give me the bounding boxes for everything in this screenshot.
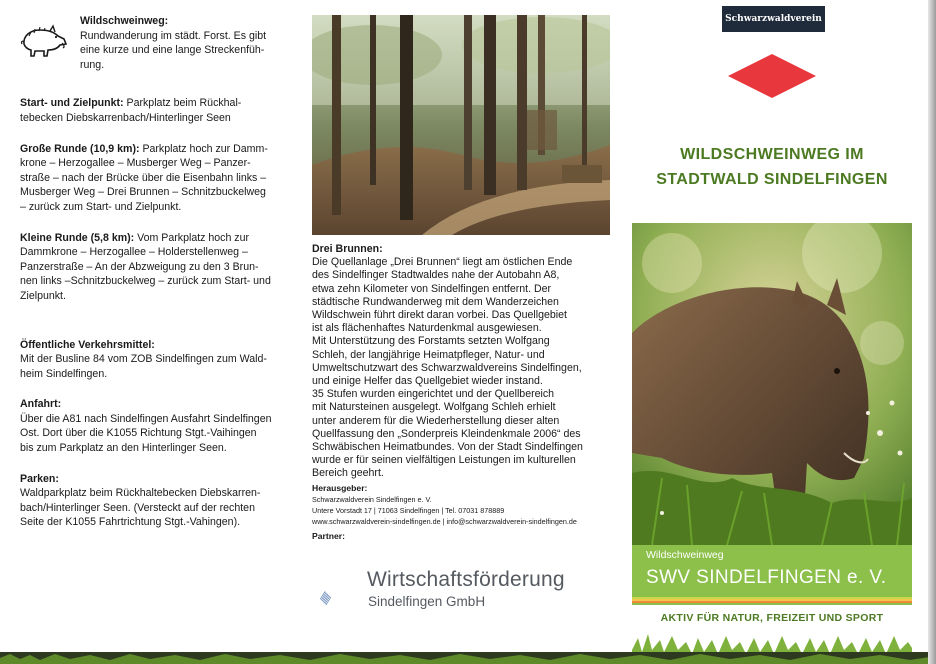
body-line: des Sindelfinger Stadtwaldes nahe der Autobahn A8, bbox=[312, 269, 560, 282]
gross-line: krone – Herzogallee – Musberger Weg – Panzer- bbox=[20, 157, 251, 170]
body-line: Wildschwein führt direkt daran vorbei. Das Quellgebiet bbox=[312, 309, 567, 322]
anfahrt-line: Über die A81 nach Sindelfingen Ausfahrt Sindelfingen bbox=[20, 412, 272, 425]
boar-icon bbox=[20, 20, 68, 60]
body-line: und einige Helfer das Quellgebiet wieder instand. bbox=[312, 375, 543, 388]
tagline: AKTIV FÜR NATUR, FREIZEIT UND SPORT bbox=[660, 612, 884, 624]
gross-line: straße – nach der Brücke über die Eisenbahn links – bbox=[20, 171, 267, 184]
gross-text: Parkplatz hoch zur Damm- bbox=[139, 142, 268, 155]
body-line: städtische Rundwanderweg mit dem Wanderzeichen bbox=[312, 295, 559, 308]
forest-photo bbox=[312, 15, 610, 235]
body-line: 35 Stufen wurden eingerichtet und der Quellbereich bbox=[312, 388, 555, 401]
body-line: Schwäbischen Heimatbundes. Von der Stadt Sindelfingen bbox=[312, 441, 583, 454]
intro-line: rung. bbox=[80, 58, 105, 71]
klein-line: nen links –Schnitzbuckelweg – zurück zum Start- und bbox=[20, 275, 271, 288]
title-line: WILDSCHWEINWEG IM bbox=[680, 146, 864, 163]
intro-line: eine kurze und eine lange Streckenfüh- bbox=[80, 44, 265, 57]
intro-line: Rundwanderung im städt. Forst. Es gibt bbox=[80, 29, 267, 42]
gross-line: – zurück zum Start- und Zielpunkt. bbox=[20, 200, 182, 213]
green-band bbox=[632, 545, 912, 597]
schwarzwaldverein-badge: Schwarzwaldverein bbox=[722, 6, 825, 32]
red-diamond-icon bbox=[728, 54, 816, 98]
oeffentlich-section bbox=[20, 338, 302, 382]
gross-section bbox=[20, 142, 302, 215]
gross-line: Musberger Weg – Drei Brunnen – Schnitzbuckelweg bbox=[20, 186, 266, 199]
color-stripes bbox=[632, 597, 912, 605]
anfahrt-line: bis zum Parkplatz an den Hinterlinger Seen. bbox=[20, 442, 227, 455]
publisher-block bbox=[312, 483, 610, 527]
oeffentlich-line: heim Sindelfingen. bbox=[20, 367, 108, 380]
body-line: etwa zehn Kilometer von Sindelfingen entfernt. Der bbox=[312, 282, 552, 295]
partner-sub: Sindelfingen GmbH bbox=[368, 594, 486, 609]
body-line: unter anderem für die Wiederherstellung dieser alten bbox=[312, 414, 560, 427]
right-column bbox=[632, 0, 912, 664]
oeffentlich-label: Öffentliche Verkehrsmittel: bbox=[20, 338, 155, 351]
middle-column bbox=[312, 15, 610, 541]
body-line: Bereich geehrt. bbox=[312, 467, 384, 480]
oeffentlich-line: Mit der Busline 84 vom ZOB Sindelfingen zum Wald- bbox=[20, 353, 267, 366]
body-line: Mit Unterstützung des Forstamts setzten Wolfgang bbox=[312, 335, 550, 348]
klein-line: Zielpunkt. bbox=[20, 289, 66, 302]
parken-line: Waldparkplatz beim Rückhaltebecken Diebskarren- bbox=[20, 487, 261, 500]
klein-text: Vom Parkplatz hoch zur bbox=[134, 231, 250, 244]
gross-label: Große Runde (10,9 km): bbox=[20, 142, 140, 155]
title-line: STADTWALD SINDELFINGEN bbox=[656, 171, 888, 188]
body-line: wurde er für seinen vielfältigen Leistungen im kulturellen bbox=[312, 454, 576, 467]
parken-line: Seite der K1055 Fahrtrichtung Stgt.-Vahingen). bbox=[20, 516, 241, 529]
partner-name: Wirtschaftsförderung bbox=[367, 568, 565, 591]
page-title bbox=[632, 142, 912, 192]
anfahrt-label: Anfahrt: bbox=[20, 398, 62, 411]
band-subtitle: Wildschweinweg bbox=[646, 549, 724, 561]
parken-label: Parken: bbox=[20, 472, 59, 485]
anfahrt-line: Ost. Dort über die K1055 Richtung Stgt.-Vaihingen bbox=[20, 427, 257, 440]
drei-brunnen-heading: Drei Brunnen: bbox=[312, 243, 383, 255]
anfahrt-section bbox=[20, 397, 302, 455]
intro-title: Wildschweinweg: bbox=[80, 15, 169, 27]
body-line: Quellfassung den „Sonderpreis Kleindenkmale 2006“ des bbox=[312, 427, 581, 440]
klein-label: Kleine Runde (5,8 km): bbox=[20, 231, 135, 244]
drei-brunnen-text bbox=[312, 243, 610, 481]
body-line: Schleh, der langjährige Heimatpfleger, Natur- und bbox=[312, 348, 545, 361]
klein-section bbox=[20, 231, 302, 304]
body-line: mit Natursteinen ausgelegt. Wolfgang Schleh erhielt bbox=[312, 401, 556, 414]
wild-boar-photo bbox=[632, 223, 912, 545]
publisher-address: Untere Vorstadt 17 | 71063 Sindelfingen | Tel. 07031 878889 bbox=[312, 505, 505, 515]
intro-block bbox=[80, 14, 302, 72]
parken-section bbox=[20, 472, 302, 530]
parken-line: bach/Hinterlinger Seen. (Versteckt auf der rechten bbox=[20, 501, 255, 514]
bottom-grass-strip bbox=[0, 652, 936, 664]
start-label: Start- und Zielpunkt: bbox=[20, 97, 124, 110]
publisher-heading: Herausgeber: bbox=[312, 482, 368, 493]
klein-line: Panzerstraße – An der Abzweigung zu den 3 Brun- bbox=[20, 260, 259, 273]
band-title: SWV SINDELFINGEN e. V. bbox=[646, 567, 887, 588]
start-text: Parkplatz beim Rückhal- bbox=[123, 97, 242, 110]
start-section bbox=[20, 96, 302, 125]
body-line: Umweltschutzwart des Schwarzwaldvereins Sindelfingen, bbox=[312, 361, 582, 374]
wirtschaftsfoerderung-logo-icon bbox=[318, 562, 366, 634]
partner-heading: Partner: bbox=[312, 530, 345, 541]
left-column bbox=[20, 14, 302, 530]
publisher-web[interactable]: www.schwarzwaldverein-sindelfingen.de | info@schwarzwaldverein-sindelfingen.de bbox=[312, 516, 577, 526]
klein-line: Dammkrone – Herzogallee – Holderstellenweg – bbox=[20, 246, 248, 259]
page-edge bbox=[928, 0, 936, 664]
body-line: ist als flächenhaftes Naturdenkmal ausgewiesen. bbox=[312, 322, 542, 335]
start-line: tebecken Diebskarrenbach/Hinterlinger Seen bbox=[20, 111, 231, 124]
body-line: Die Quellanlage „Drei Brunnen“ liegt am östlichen Ende bbox=[312, 256, 573, 269]
publisher-name: Schwarzwaldverein Sindelfingen e. V. bbox=[312, 494, 432, 504]
